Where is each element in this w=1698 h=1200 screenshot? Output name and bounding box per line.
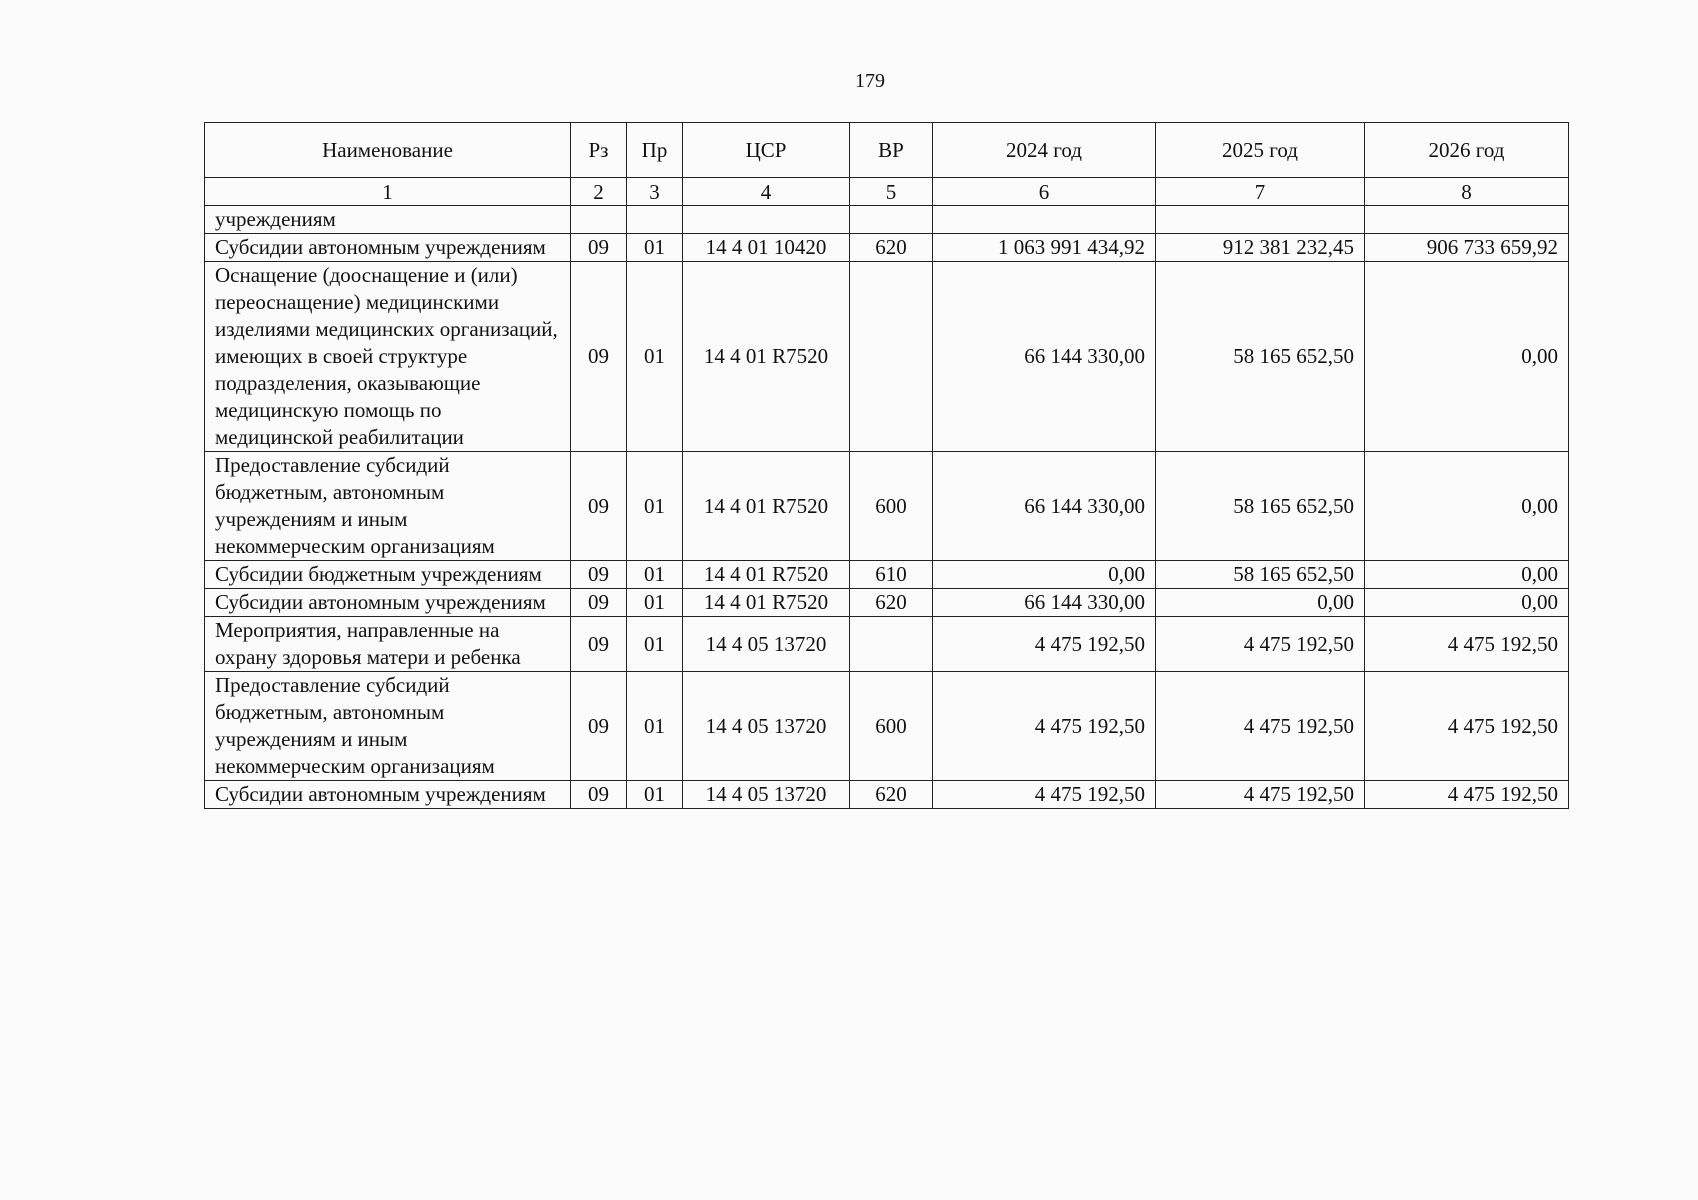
table-row [205, 206, 1569, 234]
row-2026: 4 475 192,50 [1365, 617, 1569, 672]
table-row [205, 452, 1569, 561]
header-pr: Пр [627, 123, 683, 178]
row-pr [627, 206, 683, 234]
header-vr: ВР [850, 123, 933, 178]
row-2026 [1365, 206, 1569, 234]
row-2025: 58 165 652,50 [1156, 561, 1365, 589]
row-vr: 600 [850, 452, 933, 561]
table-body [205, 206, 1569, 809]
table-row [205, 561, 1569, 589]
table-row [205, 617, 1569, 672]
row-2025: 0,00 [1156, 589, 1365, 617]
row-rz: 09 [571, 672, 627, 781]
table-row [205, 589, 1569, 617]
row-rz: 09 [571, 234, 627, 262]
row-2026: 0,00 [1365, 561, 1569, 589]
row-2025: 912 381 232,45 [1156, 234, 1365, 262]
table-row [205, 781, 1569, 809]
row-2024: 66 144 330,00 [933, 452, 1156, 561]
row-2026: 0,00 [1365, 262, 1569, 452]
row-rz: 09 [571, 617, 627, 672]
row-2024: 0,00 [933, 561, 1156, 589]
row-2025: 58 165 652,50 [1156, 262, 1365, 452]
row-vr [850, 617, 933, 672]
row-name: учреждениям [205, 206, 571, 234]
column-number: 7 [1156, 178, 1365, 206]
row-csr: 14 4 01 R7520 [683, 589, 850, 617]
row-csr [683, 206, 850, 234]
row-name: Субсидии автономным учреждениям [205, 781, 571, 809]
row-2024: 66 144 330,00 [933, 262, 1156, 452]
table-header [205, 123, 1569, 206]
row-2026: 4 475 192,50 [1365, 781, 1569, 809]
row-rz [571, 206, 627, 234]
row-pr: 01 [627, 234, 683, 262]
header-2026: 2026 год [1365, 123, 1569, 178]
column-number: 2 [571, 178, 627, 206]
row-csr: 14 4 01 R7520 [683, 262, 850, 452]
row-name: Предоставление субсидий бюджетным, автономным учреждениям и иным некоммерческим организациям [205, 452, 571, 561]
row-vr: 600 [850, 672, 933, 781]
row-2024: 4 475 192,50 [933, 672, 1156, 781]
column-number: 3 [627, 178, 683, 206]
row-2025: 4 475 192,50 [1156, 781, 1365, 809]
row-vr: 620 [850, 234, 933, 262]
row-2026: 0,00 [1365, 452, 1569, 561]
row-pr: 01 [627, 561, 683, 589]
header-rz: Рз [571, 123, 627, 178]
row-vr [850, 206, 933, 234]
row-vr: 620 [850, 589, 933, 617]
row-2024: 1 063 991 434,92 [933, 234, 1156, 262]
row-rz: 09 [571, 452, 627, 561]
row-csr: 14 4 01 10420 [683, 234, 850, 262]
row-2024: 4 475 192,50 [933, 781, 1156, 809]
row-pr: 01 [627, 672, 683, 781]
row-pr: 01 [627, 262, 683, 452]
column-number: 1 [205, 178, 571, 206]
row-pr: 01 [627, 617, 683, 672]
column-number: 4 [683, 178, 850, 206]
column-number: 6 [933, 178, 1156, 206]
row-name: Мероприятия, направленные на охрану здоровья матери и ребенка [205, 617, 571, 672]
row-rz: 09 [571, 262, 627, 452]
header-name: Наименование [205, 123, 571, 178]
row-2026: 0,00 [1365, 589, 1569, 617]
header-row [205, 123, 1569, 178]
row-2024 [933, 206, 1156, 234]
table-row [205, 672, 1569, 781]
row-rz: 09 [571, 589, 627, 617]
row-2025: 4 475 192,50 [1156, 617, 1365, 672]
row-name: Субсидии автономным учреждениям [205, 589, 571, 617]
row-2024: 4 475 192,50 [933, 617, 1156, 672]
column-number: 8 [1365, 178, 1569, 206]
row-2025: 58 165 652,50 [1156, 452, 1365, 561]
row-2026: 4 475 192,50 [1365, 672, 1569, 781]
row-2026: 906 733 659,92 [1365, 234, 1569, 262]
table-row [205, 234, 1569, 262]
column-number-row [205, 178, 1569, 206]
row-2025: 4 475 192,50 [1156, 672, 1365, 781]
row-vr: 610 [850, 561, 933, 589]
row-rz: 09 [571, 561, 627, 589]
header-csr: ЦСР [683, 123, 850, 178]
row-csr: 14 4 05 13720 [683, 672, 850, 781]
page-number: 179 [855, 70, 885, 92]
row-pr: 01 [627, 781, 683, 809]
row-csr: 14 4 05 13720 [683, 617, 850, 672]
row-csr: 14 4 01 R7520 [683, 452, 850, 561]
row-name: Субсидии бюджетным учреждениям [205, 561, 571, 589]
header-2025: 2025 год [1156, 123, 1365, 178]
row-name: Субсидии автономным учреждениям [205, 234, 571, 262]
row-pr: 01 [627, 452, 683, 561]
row-pr: 01 [627, 589, 683, 617]
row-name: Предоставление субсидий бюджетным, автономным учреждениям и иным некоммерческим организациям [205, 672, 571, 781]
row-2024: 66 144 330,00 [933, 589, 1156, 617]
header-2024: 2024 год [933, 123, 1156, 178]
row-2025 [1156, 206, 1365, 234]
row-csr: 14 4 05 13720 [683, 781, 850, 809]
table-row [205, 262, 1569, 452]
column-number: 5 [850, 178, 933, 206]
row-vr [850, 262, 933, 452]
row-name: Оснащение (дооснащение и (или) переоснащение) медицинскими изделиями медицинских организаций, имеющих в своей структуре подразделения, оказывающие медицинскую помощь по медицинской реабилитации [205, 262, 571, 452]
row-vr: 620 [850, 781, 933, 809]
row-csr: 14 4 01 R7520 [683, 561, 850, 589]
row-rz: 09 [571, 781, 627, 809]
budget-table [204, 122, 1569, 809]
